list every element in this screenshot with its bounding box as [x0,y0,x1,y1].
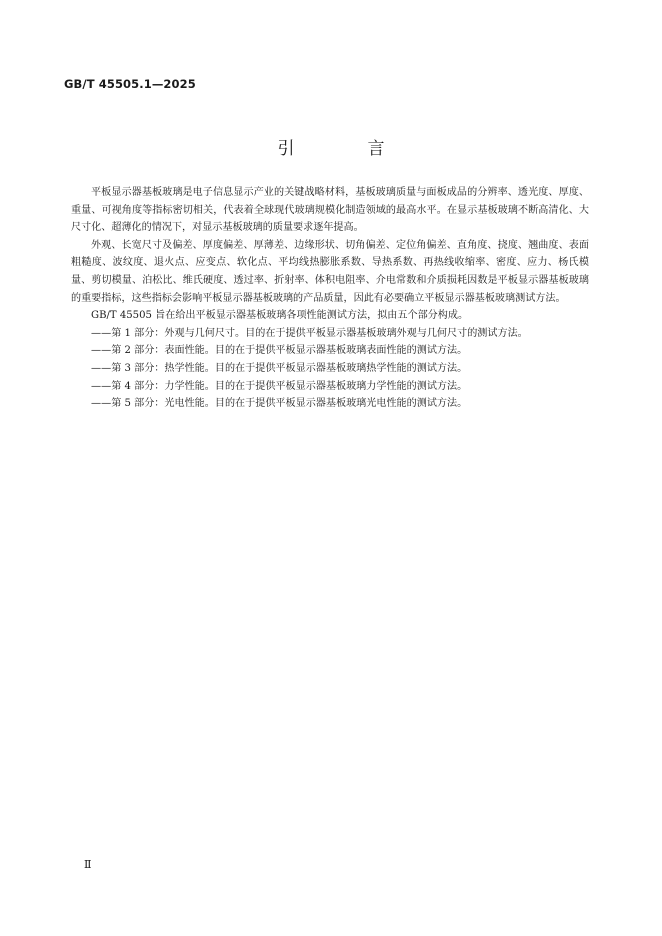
paragraph-background: 平板显示器基板玻璃是电子信息显示产业的关键战略材料，基板玻璃质量与面板成品的分辨率、透光度、厚度、重量、可视角度等指标密切相关，代表着全球现代玻璃规模化制造领域的最高水平。在显示基板玻璃不断高清化、大尺寸化、超薄化的情况下，对显示基板玻璃的质量要求逐年提高。 [71,187,589,234]
list-item-part-3: ——第 3 部分：热学性能。目的在于提供平板显示器基板玻璃热学性能的测试方法。 [91,362,468,374]
list-item-part-2: ——第 2 部分：表面性能。目的在于提供平板显示器基板玻璃表面性能的测试方法。 [91,345,468,357]
list-item-part-5: ——第 5 部分：光电性能。目的在于提供平板显示器基板玻璃光电性能的测试方法。 [91,398,468,410]
page-number: Ⅱ [84,858,92,871]
page-title: 引 言 [277,139,413,159]
list-item-part-1: ——第 1 部分：外观与几何尺寸。目的在于提供平板显示器基板玻璃外观与几何尺寸的测试方法。 [91,327,528,339]
paragraph-structure: GB/T 45505 旨在给出平板显示器基板玻璃各项性能测试方法，拟由五个部分构成。 [91,310,469,322]
paragraph-indicators: 外观、长宽尺寸及偏差、厚度偏差、厚薄差、边缘形状、切角偏差、定位角偏差、直角度、挠度、翘曲度、表面粗糙度、波纹度、退火点、应变点、软化点、平均线热膨胀系数、导热系数、再热线收缩率、密度、应力、杨氏模量、剪切模量、泊松比、维氏硬度、透过率、折射率、体积电阻率、介电常数和介质损耗因数是平板显示器基板玻璃的重要指标，这些指标会影响平板显示器基板玻璃的产品质量，因此有必要确立平板显示器基板玻璃测试方法。 [71,239,589,304]
standard-code-header: GB/T 45505.1—2025 [64,77,196,91]
document-body [71,184,589,413]
list-item-part-4: ——第 4 部分：力学性能。目的在于提供平板显示器基板玻璃力学性能的测试方法。 [91,380,468,392]
